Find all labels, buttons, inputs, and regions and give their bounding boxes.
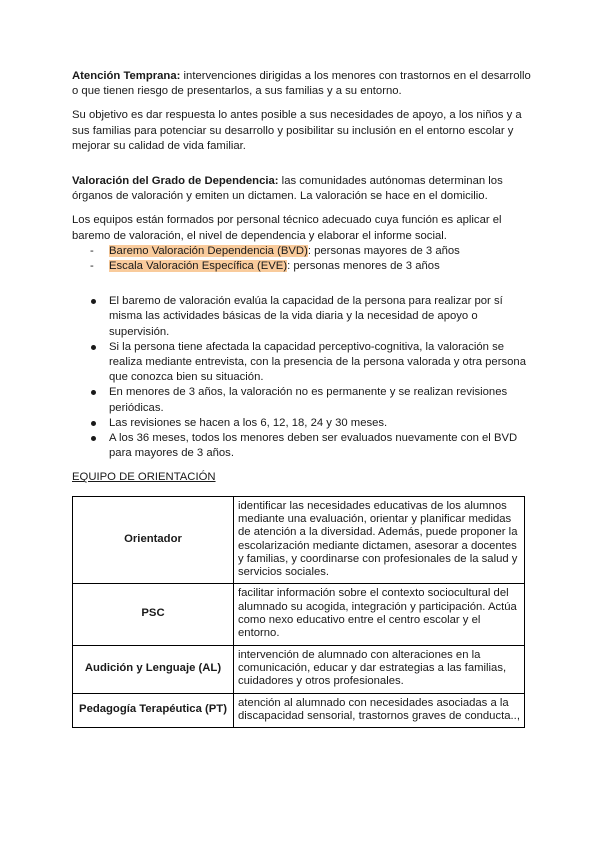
scale-description: : personas menores de 3 años xyxy=(287,260,440,273)
list-item: Si la persona tiene afectada la capacidad perceptivo-cognitiva, la valoración se realiza mediante entrevista, con la presencia de la persona valorada y otra persona que conozca bien su situación. xyxy=(72,340,532,386)
list-item xyxy=(72,259,532,274)
atencion-paragraph xyxy=(72,69,532,99)
role-cell: Pedagogía Terapéutica (PT) xyxy=(73,693,234,728)
valoracion-definition: las comunidades autónomas determinan los órganos de valoración y emiten un dictamen. La valoración se hace en el domicilio. xyxy=(72,175,503,203)
scale-description: : personas mayores de 3 años xyxy=(307,244,460,257)
list-item: A los 36 meses, todos los menores deben ser evaluados nuevamente con el BVD para mayores de 3 años. xyxy=(72,431,532,461)
atencion-definition: intervenciones dirigidas a los menores con trastornos en el desarrollo o que tienen riesgo de presentarlos, a sus familias y a su entorno. xyxy=(72,70,531,98)
role-cell: Audición y Lenguaje (AL) xyxy=(73,645,234,693)
atencion-objective: Su objetivo es dar respuesta lo antes posible a sus necesidades de apoyo, a los niños y a sus familias para potenciar su desarrollo y posibilitar su inclusión en el entorno escolar y mejorar su calidad de vida familiar. xyxy=(72,109,522,152)
valoracion-term: Valoración del Grado de Dependencia: xyxy=(72,175,279,188)
valoracion-teams: Los equipos están formados por personal técnico adecuado cuya función es aplicar el baremo de valoración, el nivel de dependencia y elaborar el informe social. xyxy=(72,214,502,242)
table-row xyxy=(73,584,525,645)
table-row xyxy=(73,496,525,584)
valoracion-paragraph xyxy=(72,174,532,204)
equipo-heading: EQUIPO DE ORIENTACIÓN xyxy=(72,471,216,484)
equipo-table xyxy=(72,496,525,728)
role-cell: PSC xyxy=(73,584,234,645)
role-cell: Orientador xyxy=(73,496,234,584)
list-item: En menores de 3 años, la valoración no es permanente y se realizan revisiones periódicas. xyxy=(72,385,532,415)
scales-list xyxy=(72,244,532,274)
scale-name-highlight: Baremo Valoración Dependencia (BVD) xyxy=(109,244,308,257)
description-cell: identificar las necesidades educativas de los alumnos mediante una evaluación, orientar y planificar medidas de atención a la diversidad. Además, puede proponer la escolarización mediante dictamen, asesorar a docentes y familias, y coordinarse con profesionales de la salud y servicios sociales. xyxy=(234,496,525,584)
document-page xyxy=(72,69,532,728)
description-cell: intervención de alumnado con alteraciones en la comunicación, educar y dar estrategias a las familias, cuidadores y otros profesionales. xyxy=(234,645,525,693)
table-row xyxy=(73,645,525,693)
table-row xyxy=(73,693,525,728)
list-item: El baremo de valoración evalúa la capacidad de la persona para realizar por sí misma las actividades básicas de la vida diaria y la necesidad de apoyo o supervisión. xyxy=(72,294,532,340)
list-item xyxy=(72,244,532,259)
description-cell: facilitar información sobre el contexto sociocultural del alumnado su acogida, integración y participación. Actúa como nexo educativo entre el centro escolar y el entorno. xyxy=(234,584,525,645)
description-cell: atención al alumnado con necesidades asociadas a la discapacidad sensorial, trastornos graves de conducta.., xyxy=(234,693,525,728)
scale-name-highlight: Escala Valoración Específica (EVE) xyxy=(109,260,288,273)
atencion-term: Atención Temprana: xyxy=(72,70,181,82)
list-item: Las revisiones se hacen a los 6, 12, 18, 24 y 30 meses. xyxy=(72,416,532,431)
valoracion-bullets xyxy=(72,294,532,461)
